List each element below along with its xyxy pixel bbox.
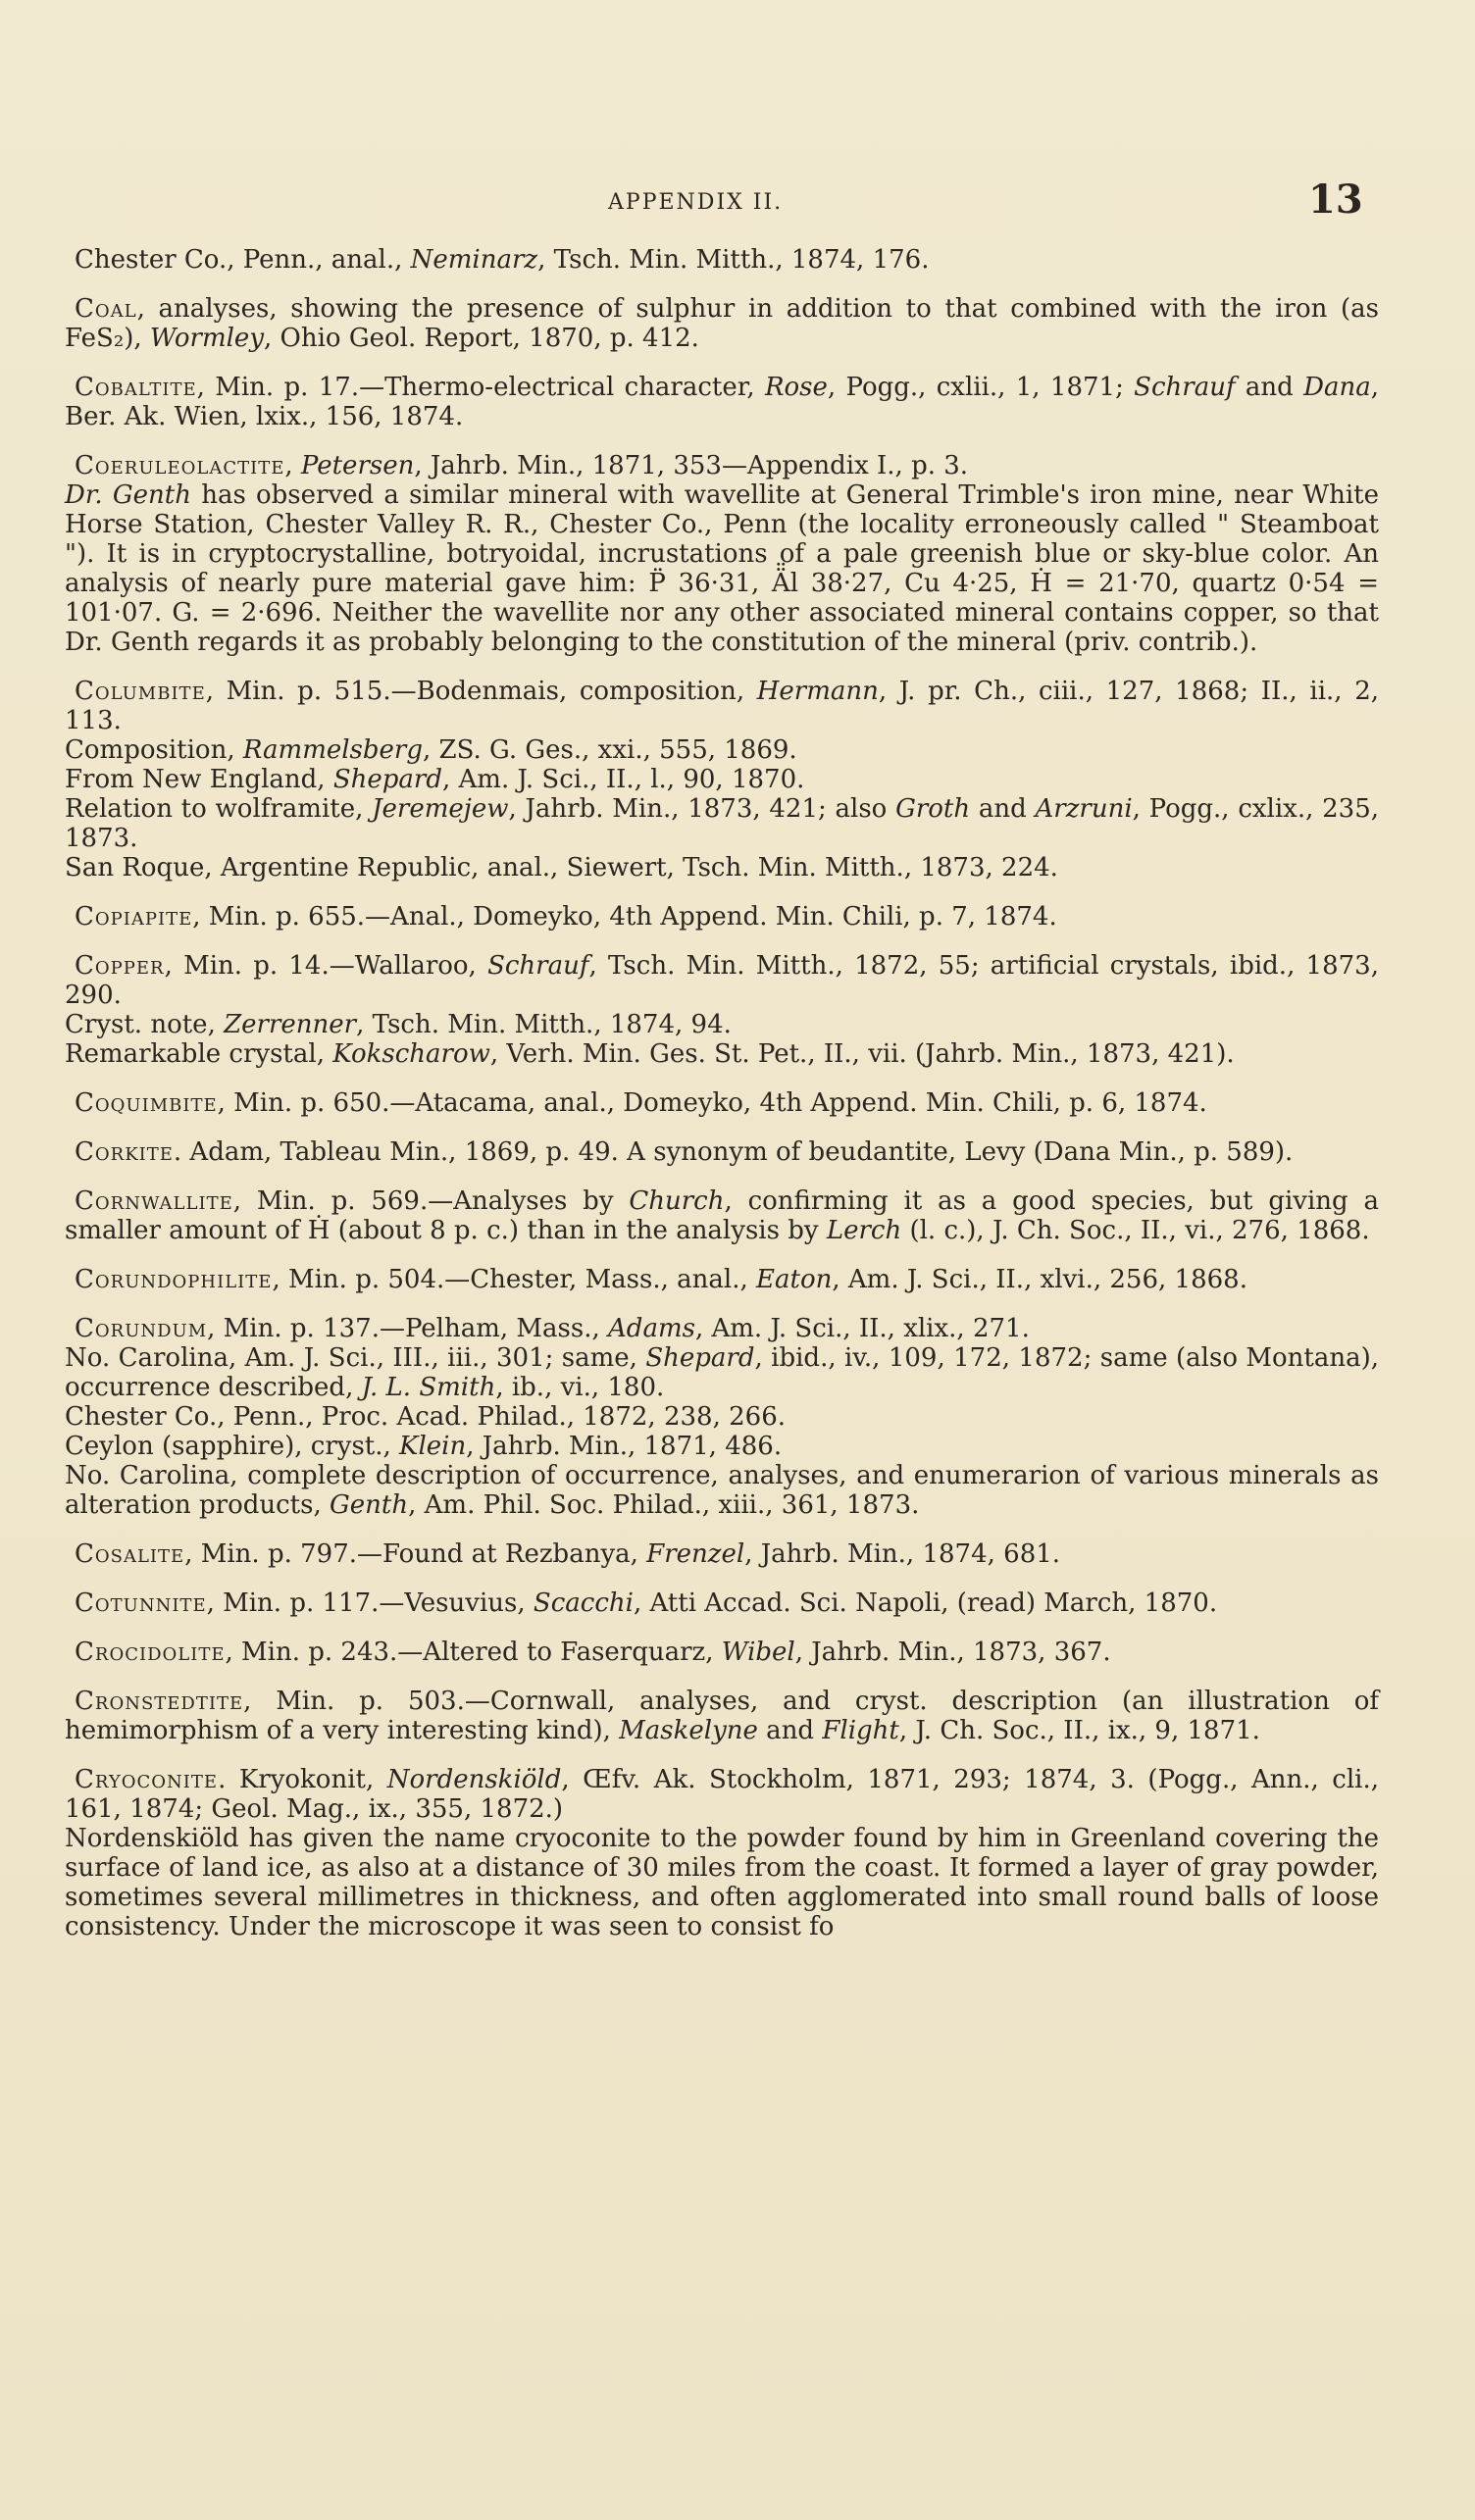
- entry-subparagraph: [65, 794, 1379, 853]
- author-name: Klein: [399, 1432, 467, 1461]
- entry: [65, 373, 1379, 431]
- entry-paragraph: [65, 1088, 1379, 1118]
- entry-subparagraph: [65, 1461, 1379, 1520]
- mineral-term: Coeruleolactite: [75, 451, 285, 480]
- entry-subparagraph: [65, 480, 1379, 657]
- text-run: , Tsch. Min. Mitth., 1874, 176.: [537, 245, 930, 275]
- mineral-term: Columbite: [75, 677, 206, 706]
- mineral-term: Corkite: [75, 1137, 174, 1167]
- entry-paragraph: [65, 1314, 1379, 1343]
- text-run: , Am. J. Sci., II., xlvi., 256, 1868.: [832, 1265, 1247, 1294]
- mineral-term: Coal: [75, 294, 137, 324]
- author-name: Nordenskiöld: [386, 1765, 562, 1794]
- entry-paragraph: [65, 1765, 1379, 1824]
- entry: [65, 1638, 1379, 1667]
- entry: [65, 1588, 1379, 1618]
- text-run: , Verh. Min. Ges. St. Pet., II., vii. (Jahrb. Min., 1873, 421).: [489, 1039, 1235, 1069]
- running-head: APPENDIX II.: [608, 190, 784, 215]
- entry-paragraph: [65, 1687, 1379, 1745]
- text-run: , Tsch. Min. Mitth., 1872, 55; artificial crystals, ibid., 1873, 290.: [65, 951, 1379, 1010]
- text-run: Ceylon (sapphire), cryst.,: [65, 1432, 400, 1461]
- entry: [65, 951, 1379, 1069]
- text-run: San Roque, Argentine Republic, anal., Siewert, Tsch. Min. Mitth., 1873, 224.: [65, 853, 1058, 882]
- author-name: Dana: [1303, 373, 1371, 402]
- text-run: , Min. p. 650.—Atacama, anal., Domeyko, 4th Append. Min. Chili, p. 6, 1874.: [217, 1088, 1207, 1118]
- body-text: [65, 245, 1379, 1961]
- text-run: , Jahrb. Min., 1874, 681.: [744, 1539, 1061, 1569]
- author-name: Lerch: [826, 1216, 902, 1245]
- text-run: From New England,: [65, 765, 333, 794]
- entry: [65, 245, 1379, 275]
- text-run: , Tsch. Min. Mitth., 1874, 94.: [356, 1010, 732, 1039]
- author-name: Jeremejew: [372, 794, 509, 824]
- text-run: , Jahrb. Min., 1873, 367.: [794, 1638, 1111, 1667]
- author-name: Kokscharow: [332, 1039, 490, 1069]
- text-run: . Adam, Tableau Min., 1869, p. 49. A synonym of beudantite, Levy (Dana Min., p. 589).: [173, 1137, 1294, 1167]
- entry: [65, 1314, 1379, 1520]
- mineral-term: Cronstedtite: [75, 1687, 244, 1716]
- entry-paragraph: [65, 1638, 1379, 1667]
- entry-subparagraph: [65, 735, 1379, 765]
- author-name: Maskelyne: [619, 1716, 758, 1745]
- text-run: , ib., vi., 180.: [495, 1373, 665, 1402]
- text-run: and: [970, 794, 1036, 824]
- author-name: Groth: [895, 794, 971, 824]
- text-run: , Am. Phil. Soc. Philad., xiii., 361, 1873.: [408, 1490, 920, 1520]
- text-run: Composition,: [65, 735, 243, 765]
- entry-paragraph: [65, 677, 1379, 735]
- mineral-term: Cryoconite: [75, 1765, 219, 1794]
- author-name: Rammelsberg: [242, 735, 423, 765]
- entry-paragraph: [65, 951, 1379, 1010]
- author-name: Zerrenner: [224, 1010, 357, 1039]
- text-run: No. Carolina, Am. J. Sci., III., iii., 301; same,: [65, 1343, 646, 1373]
- text-run: , J. Ch. Soc., II., ix., 9, 1871.: [898, 1716, 1260, 1745]
- entry-subparagraph: [65, 1402, 1379, 1432]
- entry-paragraph: [65, 294, 1379, 353]
- text-run: , Jahrb. Min., 1871, 353—Appendix I., p. 3.: [414, 451, 969, 480]
- entry-subparagraph: [65, 1010, 1379, 1039]
- text-run: , Atti Accad. Sci. Napoli, (read) March, 1870.: [633, 1588, 1218, 1618]
- mineral-term: Cotunnite: [75, 1588, 207, 1618]
- entry-subparagraph: [65, 765, 1379, 794]
- entry-subparagraph: [65, 1343, 1379, 1402]
- entry-paragraph: [65, 373, 1379, 431]
- author-name: Wormley: [149, 324, 265, 353]
- text-run: Remarkable crystal,: [65, 1039, 333, 1069]
- text-run: , ZS. G. Ges., xxi., 555, 1869.: [423, 735, 797, 765]
- text-run: , Pogg., cxlix., 235, 1873.: [65, 794, 1379, 853]
- text-run: Nordenskiöld has given the name cryoconite to the powder found by him in Greenland covering the surface of land ice, as also at a distance of 30 miles from the coast. It formed a layer of gray powder, sometimes several millimetres in thickness, and often agglomerated into small round balls of loose consistency. Under the microscope it was seen to consist fo: [65, 1824, 1379, 1941]
- text-run: . Kryokonit,: [218, 1765, 387, 1794]
- text-run: Relation to wolframite,: [65, 794, 373, 824]
- text-run: Chester Co., Penn., anal.,: [75, 245, 411, 275]
- mineral-term: Cornwallite: [75, 1186, 233, 1216]
- entry-subparagraph: [65, 853, 1379, 882]
- entry-paragraph: [65, 1588, 1379, 1618]
- text-run: , Pogg., cxlii., 1, 1871;: [827, 373, 1135, 402]
- entry-paragraph: [65, 451, 1379, 480]
- mineral-term: Crocidolite: [75, 1638, 226, 1667]
- text-run: , Ber. Ak. Wien, lxix., 156, 1874.: [65, 373, 1380, 431]
- text-run: , Min. p. 504.—Chester, Mass., anal.,: [272, 1265, 757, 1294]
- text-run: , Min. p. 17.—Thermo-electrical character,: [196, 373, 765, 402]
- text-run: and: [757, 1716, 823, 1745]
- entry: [65, 1088, 1379, 1118]
- text-run: , Min. p. 137.—Pelham, Mass.,: [207, 1314, 609, 1343]
- text-run: Chester Co., Penn., Proc. Acad. Philad., 1872, 238, 266.: [65, 1402, 787, 1432]
- author-name: Shepard: [332, 765, 442, 794]
- page-number: 13: [1308, 176, 1363, 223]
- author-name: Eaton: [756, 1265, 833, 1294]
- text-run: , Min. p. 14.—Wallaroo,: [164, 951, 488, 981]
- text-run: , confirming it as a good species, but giving a smaller amount of Ḣ (about 8 p. c.) than in the analysis by: [65, 1186, 1380, 1245]
- text-run: , ibid., iv., 109, 172, 1872; same (also Montana), occurrence described,: [65, 1343, 1379, 1402]
- author-name: Scacchi: [533, 1588, 634, 1618]
- text-run: , analyses, showing the presence of sulphur in addition to that combined with the iron (as FeS₂),: [65, 294, 1379, 353]
- text-run: , Min. p. 515.—Bodenmais, composition,: [205, 677, 757, 706]
- entry-paragraph: [65, 1186, 1379, 1245]
- entry-paragraph: [65, 1137, 1379, 1167]
- text-run: and: [1235, 373, 1304, 402]
- page-header: [0, 176, 1475, 235]
- text-run: Cryst. note,: [65, 1010, 225, 1039]
- author-name: J. L. Smith: [361, 1373, 496, 1402]
- entry: [65, 677, 1379, 882]
- entry-paragraph: [65, 1539, 1379, 1569]
- entry: [65, 1687, 1379, 1745]
- text-run: , Min. p. 655.—Anal., Domeyko, 4th Append. Min. Chili, p. 7, 1874.: [192, 902, 1057, 932]
- entry: [65, 294, 1379, 353]
- text-run: , Jahrb. Min., 1871, 486.: [466, 1432, 783, 1461]
- entry: [65, 1539, 1379, 1569]
- entry: [65, 1137, 1379, 1167]
- author-name: Frenzel: [646, 1539, 745, 1569]
- text-run: , Min. p. 569.—Analyses by: [232, 1186, 630, 1216]
- author-name: Arzruni: [1035, 794, 1133, 824]
- entry: [65, 451, 1379, 657]
- author-name: Flight: [822, 1716, 899, 1745]
- text-run: , J. pr. Ch., ciii., 127, 1868; II., ii., 2, 113.: [65, 677, 1380, 735]
- text-run: , Am. J. Sci., II., l., 90, 1870.: [441, 765, 805, 794]
- text-run: (l. c.), J. Ch. Soc., II., vi., 276, 1868.: [901, 1216, 1370, 1245]
- text-run: , Min. p. 243.—Altered to Faserquarz,: [225, 1638, 722, 1667]
- mineral-term: Copper: [75, 951, 165, 981]
- author-name: Schrauf: [487, 951, 589, 981]
- author-name: Schrauf: [1134, 373, 1236, 402]
- author-name: Hermann: [756, 677, 879, 706]
- text-run: has observed a similar mineral with wavellite at General Trimble's iron mine, near White Horse Station, Chester Valley R. R., Chester Co., Penn (the locality erroneously called " Steamboat "). It is in cryptocrystalline, botryoidal, incrustations of a pale greenish blue or sky-blue color. An analysis of nearly pure material gave him: P̈ 36·31, Ä̈l 38·27, Cu 4·25, Ḣ = 21·70, quartz 0·54 = 101·07. G. = 2·696. Neither the wavellite nor any other associated mineral contains copper, so that Dr. Genth regards it as probably belonging to the constitution of the mineral (priv. contrib.).: [65, 480, 1380, 657]
- author-name: Wibel: [721, 1638, 795, 1667]
- author-name: Dr. Genth: [65, 480, 191, 510]
- text-run: , Min. p. 797.—Found at Rezbanya,: [184, 1539, 647, 1569]
- entry-paragraph: [65, 245, 1379, 275]
- author-name: Neminarz: [410, 245, 538, 275]
- text-run: , Jahrb. Min., 1873, 421; also: [508, 794, 896, 824]
- entry-subparagraph: [65, 1039, 1379, 1069]
- mineral-term: Copiapite: [75, 902, 193, 932]
- text-run: , Am. J. Sci., II., xlix., 271.: [694, 1314, 1030, 1343]
- mineral-term: Corundum: [75, 1314, 208, 1343]
- text-run: , Min. p. 117.—Vesuvius,: [206, 1588, 534, 1618]
- mineral-term: Corundophilite: [75, 1265, 273, 1294]
- entry: [65, 1265, 1379, 1294]
- entry: [65, 902, 1379, 932]
- author-name: Rose: [764, 373, 828, 402]
- mineral-term: Cosalite: [75, 1539, 185, 1569]
- author-name: Church: [629, 1186, 725, 1216]
- mineral-term: Cobaltite: [75, 373, 197, 402]
- entry-paragraph: [65, 902, 1379, 932]
- text-run: , Ohio Geol. Report, 1870, p. 412.: [264, 324, 699, 353]
- text-run: No. Carolina, complete description of occurrence, analyses, and enumerarion of various minerals as alteration products,: [65, 1461, 1379, 1520]
- entry-subparagraph: [65, 1432, 1379, 1461]
- entry: [65, 1186, 1379, 1245]
- entry: [65, 1765, 1379, 1941]
- text-run: , Min. p. 503.—Cornwall, analyses, and cryst. description (an illustration of hemimorphism of a very interesting kind),: [65, 1687, 1379, 1745]
- author-name: Genth: [330, 1490, 409, 1520]
- mineral-term: Coquimbite: [75, 1088, 218, 1118]
- author-name: Petersen: [300, 451, 415, 480]
- text-run: , Œfv. Ak. Stockholm, 1871, 293; 1874, 3. (Pogg., Ann., cli., 161, 1874; Geol. Mag., ix., 355, 1872.): [65, 1765, 1380, 1824]
- author-name: Shepard: [645, 1343, 755, 1373]
- entry-subparagraph: [65, 1824, 1379, 1941]
- author-name: Adams: [608, 1314, 695, 1343]
- text-run: ,: [284, 451, 301, 480]
- entry-paragraph: [65, 1265, 1379, 1294]
